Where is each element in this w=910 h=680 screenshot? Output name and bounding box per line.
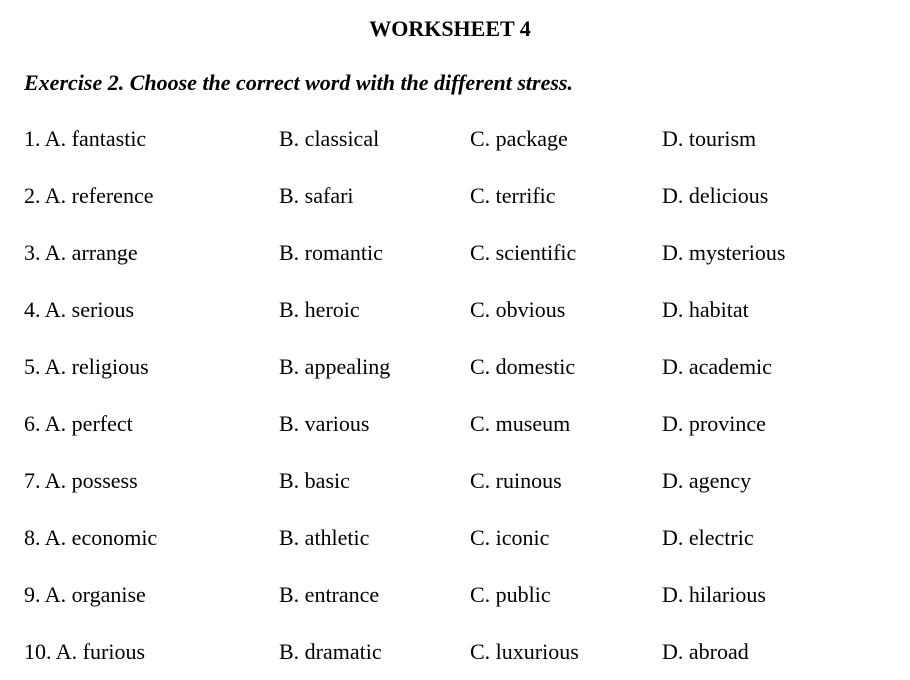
option-a: 5. A. religious (24, 354, 149, 379)
option-c: C. terrific (470, 183, 556, 208)
option-a: 2. A. reference (24, 183, 154, 208)
question-row (0, 580, 910, 610)
option-b: B. entrance (279, 582, 380, 607)
option-d: D. mysterious (662, 240, 786, 265)
option-c: C. public (470, 582, 551, 607)
question-row (0, 124, 910, 154)
option-b: B. basic (279, 468, 350, 493)
option-b: B. athletic (279, 525, 370, 550)
option-a: 7. A. possess (24, 468, 138, 493)
option-a: 3. A. arrange (24, 240, 138, 265)
option-a: 9. A. organise (24, 582, 146, 607)
option-d: D. delicious (662, 183, 769, 208)
option-b: B. appealing (279, 354, 391, 379)
option-c: C. obvious (470, 297, 566, 322)
option-a: 10. A. furious (24, 639, 145, 664)
exercise-instruction: Exercise 2. Choose the correct word with the different stress. (24, 70, 573, 95)
option-d: D. academic (662, 354, 772, 379)
question-row (0, 637, 910, 667)
option-c: C. ruinous (470, 468, 562, 493)
option-a: 8. A. economic (24, 525, 158, 550)
option-b: B. dramatic (279, 639, 382, 664)
option-a: 1. A. fantastic (24, 126, 147, 151)
option-c: C. museum (470, 411, 571, 436)
question-row (0, 352, 910, 382)
option-d: D. province (662, 411, 766, 436)
question-row (0, 295, 910, 325)
option-c: C. scientific (470, 240, 577, 265)
option-b: B. safari (279, 183, 354, 208)
option-d: D. electric (662, 525, 754, 550)
worksheet-title: WORKSHEET 4 (369, 16, 531, 41)
option-b: B. romantic (279, 240, 383, 265)
option-c: C. domestic (470, 354, 576, 379)
option-b: B. classical (279, 126, 380, 151)
question-row (0, 523, 910, 553)
option-a: 4. A. serious (24, 297, 134, 322)
question-row (0, 409, 910, 439)
question-row (0, 181, 910, 211)
option-d: D. tourism (662, 126, 757, 151)
option-c: C. iconic (470, 525, 550, 550)
question-row (0, 238, 910, 268)
question-row (0, 466, 910, 496)
option-a: 6. A. perfect (24, 411, 133, 436)
option-d: D. agency (662, 468, 752, 493)
option-d: D. habitat (662, 297, 749, 322)
option-c: C. package (470, 126, 568, 151)
option-d: D. hilarious (662, 582, 766, 607)
option-b: B. various (279, 411, 370, 436)
option-b: B. heroic (279, 297, 360, 322)
option-c: C. luxurious (470, 639, 579, 664)
option-d: D. abroad (662, 639, 749, 664)
